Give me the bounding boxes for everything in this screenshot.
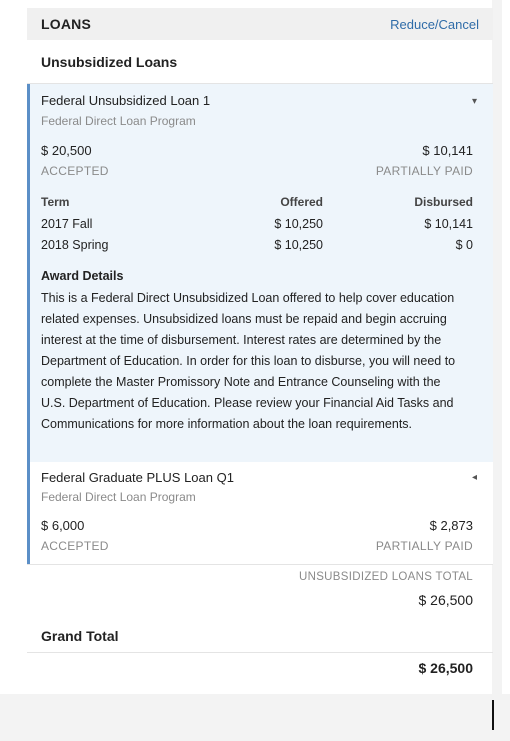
divider: [27, 652, 493, 653]
loan-amount: $ 6,000: [41, 518, 85, 533]
loan-card[interactable]: [27, 462, 493, 564]
table-row-offered: $ 10,250: [274, 217, 323, 231]
scrollbar-mark: [492, 700, 494, 730]
loan-name: Federal Graduate PLUS Loan Q1: [41, 470, 234, 485]
grand-total-amount: $ 26,500: [418, 660, 473, 676]
loan-status: ACCEPTED: [41, 539, 109, 553]
loan-card-expanded[interactable]: [27, 84, 493, 462]
table-header-disbursed: Disbursed: [414, 195, 473, 209]
table-row-offered: $ 10,250: [274, 238, 323, 252]
loans-header: [27, 8, 493, 40]
loan-program: Federal Direct Loan Program: [41, 490, 196, 504]
loans-title: LOANS: [41, 16, 91, 32]
loan-status: ACCEPTED: [41, 164, 109, 178]
loan-paid-amount: $ 10,141: [422, 143, 473, 158]
table-row-term: 2018 Spring: [41, 238, 109, 252]
loan-amount: $ 20,500: [41, 143, 92, 158]
loan-paid-status: PARTIALLY PAID: [375, 164, 473, 178]
panel-edge: [492, 0, 502, 694]
table-row-term: 2017 Fall: [41, 217, 93, 231]
loan-paid-status: PARTIALLY PAID: [375, 539, 473, 553]
table-row-disbursed: $ 10,141: [424, 217, 473, 231]
unsubsidized-total-label: UNSUBSIDIZED LOANS TOTAL: [299, 571, 473, 583]
reduce-cancel-link[interactable]: Reduce/Cancel: [390, 16, 479, 32]
divider: [27, 564, 493, 565]
table-row-disbursed: $ 0: [455, 238, 473, 252]
loan-name: Federal Unsubsidized Loan 1: [41, 93, 211, 108]
grand-total-label: Grand Total: [41, 628, 119, 644]
unsubsidized-total-amount: $ 26,500: [418, 592, 473, 608]
loan-paid-amount: $ 2,873: [429, 518, 473, 533]
chevron-left-icon[interactable]: ◂: [471, 472, 477, 483]
panel-footer-background: [0, 694, 510, 741]
award-details-text: This is a Federal Direct Unsubsidized Loan offered to help cover education related expenses. Unsubsidized loans must be repaid and begin accruing interest at the time of disbursement. Interest rates are determined by the Department of Education. In order for this loan to disburse, you will need to complete the Master Promissory Note and Entrance Counseling with the U.S. Department of Education. Please review your Financial Aid Tasks and Communications for more information about the loan requirements.: [41, 291, 456, 431]
table-header-offered: Offered: [280, 195, 323, 209]
award-details-title: Award Details: [41, 269, 124, 283]
table-header-term: Term: [41, 195, 70, 209]
chevron-down-icon[interactable]: ▾: [471, 96, 477, 107]
section-title: Unsubsidized Loans: [41, 54, 178, 70]
loan-program: Federal Direct Loan Program: [41, 114, 196, 128]
